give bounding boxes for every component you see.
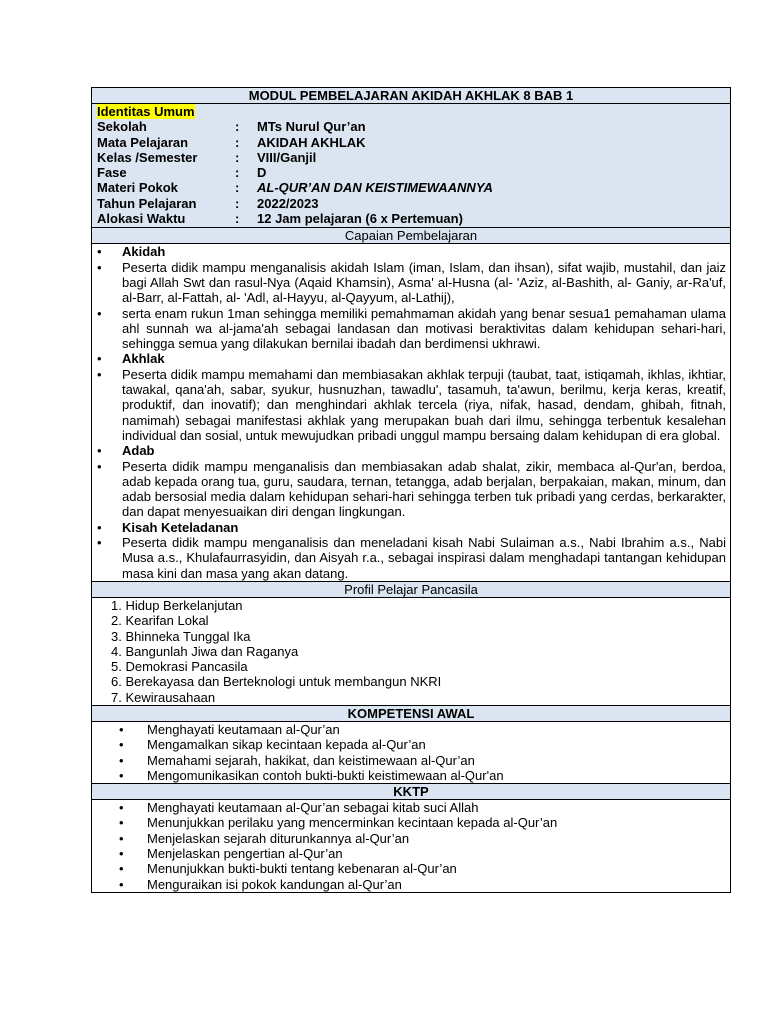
bullet-icon: • [119,876,124,892]
list-item: 3. Bhinneka Tunggal Ika [111,628,251,644]
identitas-sep: : [235,119,240,135]
identitas-heading [92,104,730,119]
identitas-row [92,165,730,180]
identitas-key: Materi Pokok [97,180,178,196]
identitas-row [92,150,730,165]
list-item [97,367,726,443]
list-item [97,535,726,581]
list-item-text: Peserta didik mampu memahami dan membiasakan akhlak terpuji (taubat, taat, istiqamah, ikhlas, ikhtiar, tawakal, qana'ah, sabar, syukur, husnuzhan, tawadlu', tasamuh, ta'awun, berilmu, kerja keras, kreatif, produktif, dan inovatif); dan menghindari akhlak tercela (riya, nifak, hasad, dendam, ghibah, fitnah, namimah) sebagai manifestasi akhlak yang merupakan buah dari ilmu, sehingga terbentuk kesalehan individual dan sosial, untuk mewujudkan pribadi unggul mampu bersaing dalam kehidupan di era global. [122,366,726,443]
list-item-text: Mengamalkan sikap kecintaan kepada al-Qur’an [147,737,426,753]
list-item [119,846,730,861]
kompetensi-section [91,721,731,783]
list-item [119,722,730,737]
bullet-icon: • [119,861,124,877]
list-item-text: Menghayati keutamaan al-Qur’an sebagai kitab suci Allah [147,800,479,816]
list-item [97,306,726,352]
capaian-section [91,243,731,581]
list-item [97,443,726,458]
bullet-icon: • [97,259,102,275]
identitas-row [92,119,730,134]
list-item-text: Menjelaskan sejarah diturunkannya al-Qur’an [147,830,410,846]
list-item-text: Kisah Keteladanan [122,519,239,535]
bullet-icon: • [119,815,124,831]
identitas-sep: : [235,165,240,181]
module-document [91,87,731,893]
identitas-heading-text: Identitas Umum [97,104,195,119]
list-item-text: Menunjukkan bukti-bukti tentang kebenaran al-Qur’an [147,861,457,877]
identitas-row [92,180,730,195]
bullet-icon: • [97,519,102,535]
identitas-sep: : [235,149,240,165]
bullet-icon: • [119,767,124,783]
kktp-section [91,799,731,893]
identitas-sep: : [235,195,240,211]
list-item-text: Peserta didik mampu menganalisis akidah Islam (iman, Islam, dan ihsan), sifat wajib, mustahil, dan jaiz bagi Allah Swt dan rasul-Nya (Aqaid Khamsin), Asma' al-Husna (al- 'Aziz, al-Bashith, al- Ganiy, ar-Ra'uf, al-Barr, al-Fattah, al- 'Adl, al-Hayyu, al-Qayyum, al-Lathij), [122,259,726,306]
list-item [119,753,730,768]
list-item: 2. Kearifan Lokal [111,613,209,629]
bullet-icon: • [119,752,124,768]
list-item-text: Akidah [122,244,166,260]
identitas-key: Sekolah [97,119,147,135]
identitas-sep: : [235,180,240,196]
profil-heading: Profil Pelajar Pancasila [91,581,731,597]
list-item-text: serta enam rukun 1man sehingga memiliki pemahmaman akidah yang benar sesua1 pemahaman ulama ahl sunnah wa al-jama'ah sebagai landasan dan motivasi beraktivitas dalam kehidupan sehari-hari, sehingga semua yang dilakukan bernilai ibadah dan berdimensi ukhrawi. [122,305,726,352]
kompetensi-heading: KOMPETENSI AWAL [91,705,731,721]
list-item [119,861,730,876]
list-item-text: Memahami sejarah, hakikat, dan keistimewaan al-Qur’an [147,752,475,768]
list-item-text: Mengomunikasikan contoh bukti-bukti keistimewaan al-Qur'an [147,767,504,783]
list-item [119,800,730,815]
identitas-key: Mata Pelajaran [97,134,189,150]
bullet-icon: • [97,244,102,260]
bullet-icon: • [119,721,124,737]
list-item: 1. Hidup Berkelanjutan [111,597,243,613]
bullet-icon: • [119,800,124,816]
identitas-value: AL-QUR’AN DAN KEISTIMEWAANNYA [257,180,493,196]
bullet-icon: • [97,305,102,321]
identitas-value: 2022/2023 [257,195,319,211]
list-item [119,815,730,830]
list-item-text: Adab [122,443,155,459]
bullet-icon: • [97,351,102,367]
list-item [119,877,730,892]
list-item-text: Menghayati keutamaan al-Qur’an [147,721,340,737]
bullet-icon: • [97,458,102,474]
bullet-icon: • [119,737,124,753]
list-item [97,520,726,535]
identitas-sep: : [235,211,240,227]
bullet-icon: • [97,366,102,382]
identitas-sep: : [235,134,240,150]
list-item [119,737,730,752]
list-item [97,244,726,259]
identitas-key: Fase [97,165,127,181]
bullet-icon: • [119,830,124,846]
list-item [97,459,726,520]
bullet-icon: • [119,846,124,862]
list-item: 6. Berekayasa dan Berteknologi untuk membangun NKRI [111,674,442,690]
list-item [97,260,726,306]
identitas-row [92,211,730,226]
list-item: 4. Bangunlah Jiwa dan Raganya [111,643,299,659]
list-item [119,831,730,846]
identitas-key: Tahun Pelajaran [97,195,197,211]
list-item-text: Menjelaskan pengertian al-Qur’an [147,846,343,862]
list-item-text: Peserta didik mampu menganalisis dan membiasakan adab shalat, zikir, membaca al-Qur'an, berdoa, adab kepada orang tua, guru, saudara, ternan, tetangga, adab berjalan, berpakaian, makan, minum, dan adab bersosial media dalam kehidupan sehari-hari sehingga terben tuk pribadi yang cerdas, berkarakter, dan dapat menyesuaikan diri dengan lingkungan. [122,458,726,520]
identitas-value: AKIDAH AKHLAK [257,134,366,150]
list-item-text: Menunjukkan perilaku yang mencerminkan kecintaan kepada al-Qur’an [147,815,558,831]
identitas-row [92,135,730,150]
list-item: 7. Kewirausahaan [111,689,216,705]
bullet-icon: • [97,535,102,551]
capaian-heading: Capaian Pembelajaran [91,227,731,243]
identitas-section [91,103,731,227]
list-item-text: Menguraikan isi pokok kandungan al-Qur’an [147,876,402,892]
identitas-key: Alokasi Waktu [97,211,186,227]
identitas-value: MTs Nurul Qur’an [257,119,366,135]
module-title: MODUL PEMBELAJARAN AKIDAH AKHLAK 8 BAB 1 [91,87,731,103]
identitas-row [92,196,730,211]
profil-section [91,597,731,705]
list-item-text: Akhlak [122,351,165,367]
identitas-key: Kelas /Semester [97,149,198,165]
list-item-text: Peserta didik mampu menganalisis dan meneladani kisah Nabi Sulaiman a.s., Nabi Ibrahim a.s., Nabi Musa a.s., Khulafaurrasyidin, dan Aisyah r.a., sebagai inspirasi dalam menghadapi tantangan kehidupan masa kini dan masa yang akan datang. [122,535,726,581]
bullet-icon: • [97,443,102,459]
list-item [97,351,726,366]
list-item [119,768,730,783]
kktp-heading: KKTP [91,783,731,799]
identitas-value: VIII/Ganjil [257,149,317,165]
list-item: 5. Demokrasi Pancasila [111,659,248,675]
identitas-value: 12 Jam pelajaran (6 x Pertemuan) [257,211,463,227]
identitas-value: D [257,165,267,181]
